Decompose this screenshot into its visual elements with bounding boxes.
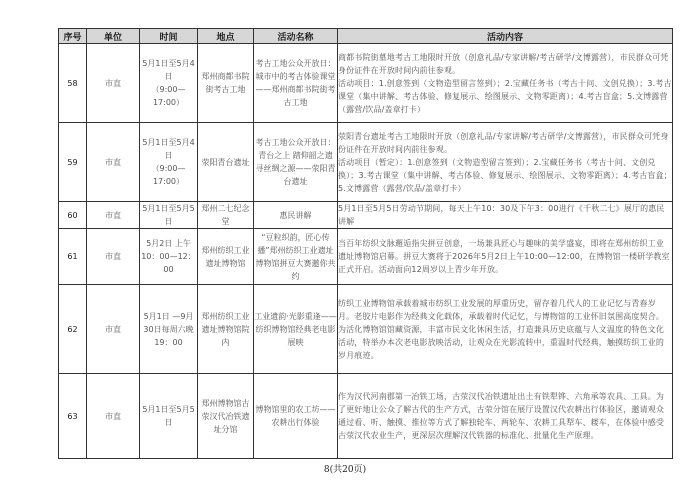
row-activity-content xyxy=(338,123,673,202)
row-time-text: 5月1日至5月5日 xyxy=(142,405,195,427)
row-activity-name xyxy=(254,374,338,459)
row-number-text: 63 xyxy=(67,411,78,421)
row-activity-content-text: 当百年纺织文脉邂逅指尖拼豆创意，一场兼具匠心与趣味的美学盛宴，即将在郑州纺织工业遗址博物馆启幕。拼豆大赛将于2026年5月2日上午10:00—12:00，在博物馆一楼研学教室正式开启。活动面向12周岁以上青少年开放。 xyxy=(338,239,670,274)
row-number xyxy=(59,202,87,229)
table-row xyxy=(59,202,673,229)
row-unit xyxy=(87,202,140,229)
row-place-text: 郑州纺织工业遗址博物馆 xyxy=(201,245,250,268)
row-activity-content-text: 商都书院街墓地考古工地限时开放（创意礼品/专家讲解/考古研学/文博露营），市民群众可凭身份证件在开放时间内前往参观。 活动项目：1.创意签到（文物造型留言签到）；2.宝藏任务书（考古十问、文创兑换）；3.考古课堂（集中讲解、考古体验、修复展示、绘图展示、文物零距离）；4.考古盲盒；5.文博露营（露营/饮品/盖章打卡） xyxy=(338,52,672,114)
row-activity-name-text: “豆粒织韵，匠心传播”郑州纺织工业遗址博物馆拼豆大赛邀你共约 xyxy=(255,232,336,281)
header-no: 序号 xyxy=(59,29,87,44)
row-place-text: 郑州二七纪念堂 xyxy=(201,204,250,226)
header-time: 时间 xyxy=(140,29,198,44)
row-activity-name xyxy=(254,285,338,374)
activity-table xyxy=(58,28,673,459)
row-place-text: 郑州博物馆古荥汉代冶铁遗址分馆 xyxy=(201,398,250,434)
row-place xyxy=(198,44,254,123)
header-activity-content: 活动内容 xyxy=(338,29,673,44)
row-place-text: 郑州商都书院街考古工地 xyxy=(201,72,250,94)
row-activity-name-text: 博物馆里的农工坊——农耕出行体验 xyxy=(255,405,336,427)
row-time xyxy=(140,374,198,459)
row-activity-content-text: 纺织工业博物馆承载着城市纺织工业发展的厚重历史，留存着几代人的工业记忆与青春岁月。老胶片电影作为经典文化载体，承载着时代记忆，与博物馆的工业怀旧氛围高度契合。为活化博物馆馆藏资源，丰富市民文化休闲生活，打造兼具历史底蕴与人文温度的特色文化活动，特举办本次老电影放映活动，让观众在光影流转中，重温时代经典，触摸纺织工业的岁月痕迹。 xyxy=(338,298,664,360)
row-unit-text: 市直 xyxy=(105,324,121,334)
table-row xyxy=(59,44,673,123)
row-time-text: 5月1日 —9月30日每周六晚19：00 xyxy=(143,311,194,347)
row-number xyxy=(59,44,87,123)
row-activity-content xyxy=(338,229,673,285)
row-time-text: 5月1日至5月4日 （9:00—17:00） xyxy=(142,59,195,107)
row-number-text: 62 xyxy=(67,324,78,334)
row-number xyxy=(59,285,87,374)
row-time-text: 5月1日至5月4日 （9:00—17:00） xyxy=(142,138,195,186)
row-activity-name-text: 考古工地公众开放日：青台之上 踏仰韶之遗 寻丝绸之源——荥阳青台遗址 xyxy=(255,138,336,186)
row-time-text: 5月2日 上午10：00—12：00 xyxy=(141,239,196,274)
row-time-text: 5月1日至5月5日 xyxy=(142,204,195,226)
row-unit xyxy=(87,123,140,202)
row-place xyxy=(198,123,254,202)
row-place-text: 郑州纺织工业遗址博物馆院内 xyxy=(201,311,250,347)
row-activity-name-text: 惠民讲解 xyxy=(279,210,312,220)
row-number xyxy=(59,229,87,285)
row-number-text: 61 xyxy=(67,252,78,261)
row-unit-text: 市直 xyxy=(105,157,121,167)
row-place xyxy=(198,285,254,374)
row-unit xyxy=(87,44,140,123)
row-unit xyxy=(87,374,140,459)
row-number-text: 59 xyxy=(67,157,78,167)
row-time xyxy=(140,202,198,229)
row-activity-content xyxy=(338,285,673,374)
row-time xyxy=(140,229,198,285)
row-activity-name xyxy=(254,44,338,123)
row-time xyxy=(140,44,198,123)
row-unit-text: 市直 xyxy=(105,210,121,220)
row-activity-name xyxy=(254,123,338,202)
row-activity-name xyxy=(254,229,338,285)
row-activity-content-text: 荥阳青台遗址考古工地限时开放（创意礼品/专家讲解/考古研学/文博露营），市民群众可凭身份证件在开放时间内前往参观。 活动项目（暂定）：1.创意签到（文物造型留言签到）；2.宝藏任务书（考古十问、文创兑换）；3.考古课堂（集中讲解、考古体验、修复展示、绘图展示、文物零距离）；4.考古盲盒；5.文博露营（露营/饮品/盖章打卡） xyxy=(338,131,672,193)
table-header-row xyxy=(59,29,673,44)
row-activity-content xyxy=(338,374,673,459)
row-unit xyxy=(87,285,140,374)
row-unit-text: 市直 xyxy=(105,411,121,421)
row-number-text: 58 xyxy=(67,78,78,88)
table-row xyxy=(59,374,673,459)
header-unit: 单位 xyxy=(87,29,140,44)
row-place xyxy=(198,374,254,459)
row-activity-content-text: 5月1日至5月5日劳动节期间，每天上午10：30及下午3：00进行《千秋二七》展厅的惠民讲解 xyxy=(338,204,665,226)
row-place xyxy=(198,202,254,229)
table-row xyxy=(59,123,673,202)
table-row xyxy=(59,285,673,374)
row-time xyxy=(140,285,198,374)
row-activity-content-text: 作为汉代河南郡第一冶铁工场，古荥汉代冶铁遗址出土有铁犁铧、六角承等农具、工具。为了更好地让公众了解古代的生产方式，古荥分馆在展厅设置汉代农耕出行体验区，邀请观众通过看、听、触摸、推拉等方式了解独轮车、两轮车、农耕工具犁车、耧车，在体验中感受古荥汉代农业生产，更深层次理解汉代铁器的标准化、批量化生产原理。 xyxy=(338,392,664,440)
row-activity-name xyxy=(254,202,338,229)
page-number: 8(共20页) xyxy=(323,465,367,475)
row-place xyxy=(198,229,254,285)
row-unit-text: 市直 xyxy=(105,252,121,261)
row-activity-name-text: 考古工地公众开放日：城市中的考古体验课堂——郑州商都书院街考古工地 xyxy=(255,59,336,107)
row-unit xyxy=(87,229,140,285)
row-unit-text: 市直 xyxy=(105,78,121,88)
table-row xyxy=(59,229,673,285)
header-place: 地点 xyxy=(198,29,254,44)
row-activity-content xyxy=(338,202,673,229)
row-number xyxy=(59,123,87,202)
row-activity-name-text: 工业遗韵·光影重逢——纺织博物馆经典老电影展映 xyxy=(254,311,337,347)
row-place-text: 荥阳青台遗址 xyxy=(201,157,250,167)
row-number xyxy=(59,374,87,459)
header-activity-name: 活动名称 xyxy=(254,29,338,44)
row-number-text: 60 xyxy=(67,210,78,220)
row-activity-content xyxy=(338,44,673,123)
row-time xyxy=(140,123,198,202)
